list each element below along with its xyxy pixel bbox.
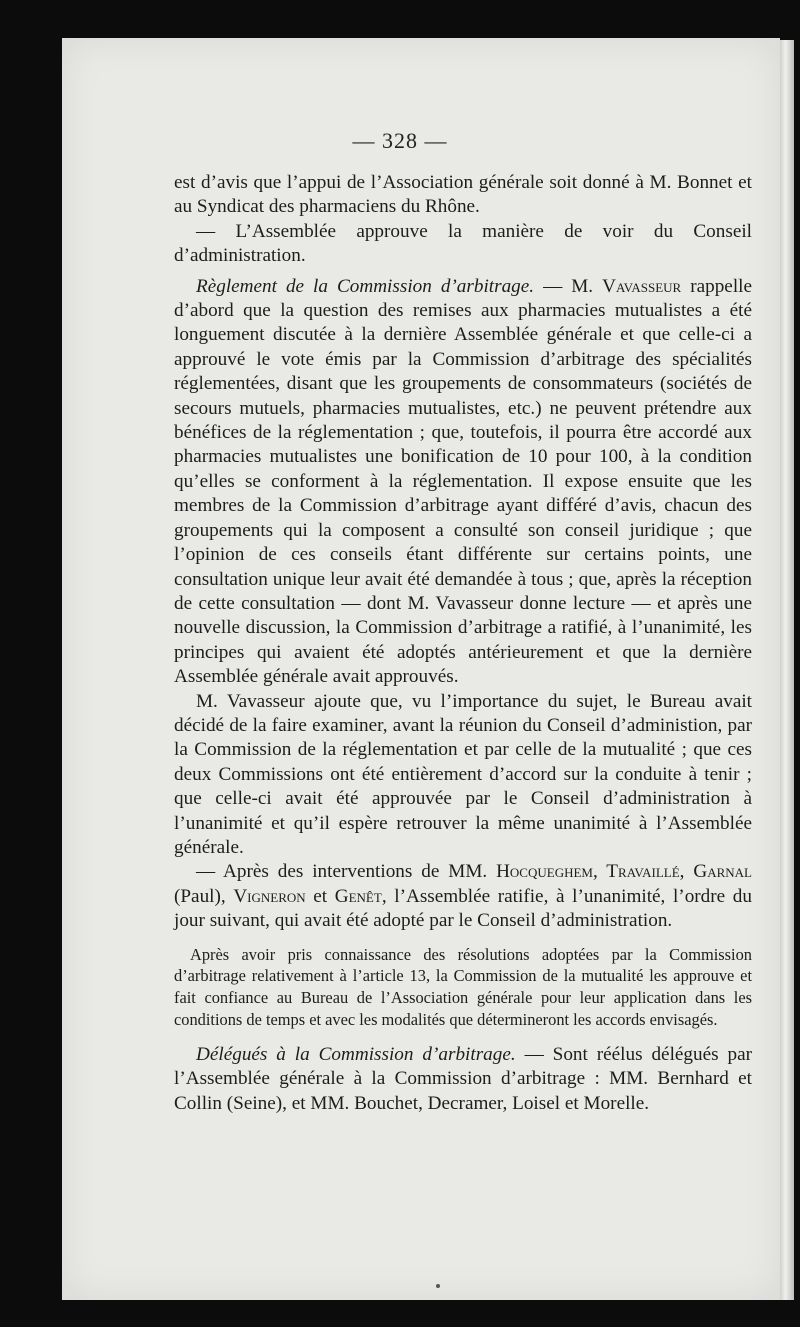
page-edge [780, 40, 794, 1300]
paragraph-vavasseur-ajoute: M. Vavasseur ajoute que, vu l’importance du sujet, le Bureau avait décidé de la faire examiner, avant la réunion du Conseil d’administion, par la Commission de la réglementation et par celle de la mutualité ; que ces deux Commissions ont été entièrement d’accord sur la conduite à tenir ; que celle-ci avait été approuvée par le Conseil d’administration à l’unanimité et qu’il espère retrouver la même unanimité à l’Assemblée générale. [174, 690, 752, 858]
section-title-delegues: Délégués à la Commission d’arbitrage. [196, 1043, 516, 1065]
page-body [174, 171, 752, 1116]
name-vavasseur: Vavasseur [602, 275, 682, 297]
paragraph-delegues: Délégués à la Commission d’arbitrage. — Sont réélus délégués par l’Assemblée générale à la Commission d’arbitrage : MM. Bernhard et Collin (Seine), et MM. Bouchet, Decramer, Loisel et Morelle. [174, 1043, 752, 1114]
paragraph-interventions: — Après des interventions de MM. Hocqueghem, Travaillé, Garnal (Paul), Vigneron et Genêt, l’Assemblée ratifie, à l’unanimité, l’ordre du jour suivant, qui avait été adopté par le Conseil d’administration. [174, 861, 752, 932]
paragraph-reglement: Règlement de la Commission d’arbitrage. — M. Vavasseur rappelle d’abord que la question des remises aux pharmacies mutualistes a été longuement discutée à la dernière Assemblée générale et que celle-ci a approuvé le vote émis par la Commission d’arbitrage des spécialités réglementées, disant que les groupements de consommateurs (sociétés de secours mutuels, pharmacies mutualistes, etc.) ne peuvent prétendre aux bénéfices de la réglementation ; que, toutefois, il pourra être accordé aux pharmacies mutualistes une bonification de 10 pour 100, à la condition qu’elles se conforment à la réglementation. Il expose ensuite que les membres de la Commission d’arbitrage ayant différé d’avis, chacun des groupements qui la composent a consulté son conseil juridique ; que l’opinion de ces conseils étant différente sur certains points, une consultation unique leur avait été demandée à tous ; que, après la réception de cette consultation — dont M. Vavasseur donne lecture — et après une nouvelle discussion, la Commission d’arbitrage a ratifié, à l’unanimité, les principes qui avaient été adoptés antérieurement et que la dernière Assemblée générale avait approuvés. [174, 275, 753, 688]
section-title-reglement: Règlement de la Commission d’arbitrage. [196, 275, 535, 297]
names-interventions: Hocqueghem, Travaillé, Garnal [496, 861, 752, 883]
page-speck [436, 1284, 440, 1288]
paragraph-2: — L’Assemblée approuve la manière de voir du Conseil d’administration. [174, 220, 752, 267]
page-number: — 328 — [352, 128, 448, 153]
paragraph-1: est d’avis que l’appui de l’Association générale soit donné à M. Bonnet et au Syndicat des pharmaciens du Rhône. [174, 172, 752, 218]
ordre-du-jour-resolution: Après avoir pris connaissance des résolutions adoptées par la Commission d’arbitrage relativement à l’article 13, la Commission de la mutualité les approuve et fait confiance au Bureau de l’Association générale pour leur application dans les conditions de temps et avec les modalités que détermineront les accords envisagés. [174, 944, 752, 1029]
